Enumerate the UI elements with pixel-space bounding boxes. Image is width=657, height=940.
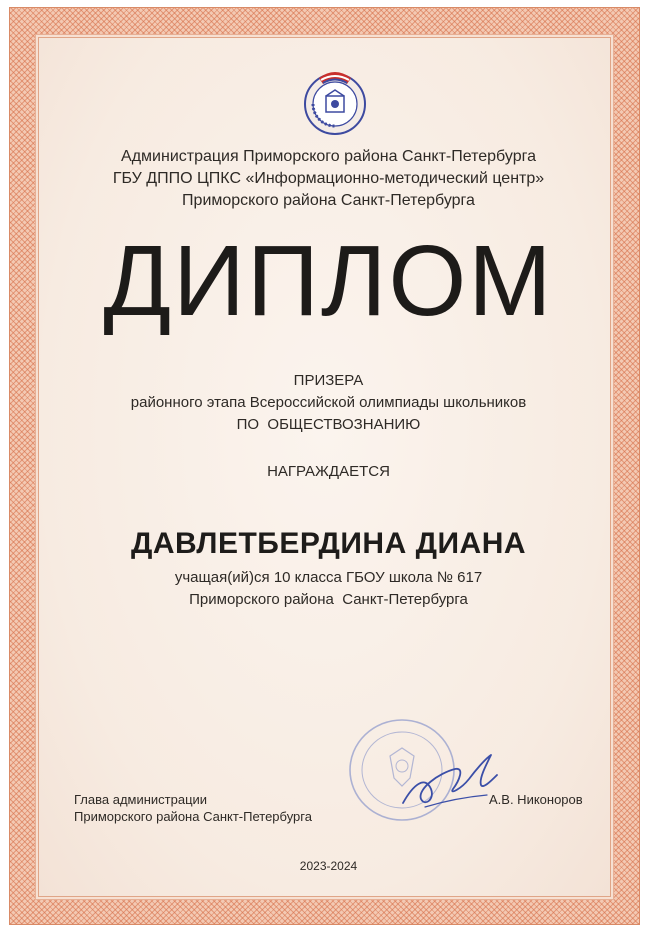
recipient-district: Приморского района Санкт-Петербурга <box>189 591 468 608</box>
olympiad-stage: районного этапа Всероссийской олимпиады школьников <box>130 394 527 411</box>
academic-year: 2023-2024 <box>299 859 358 873</box>
recipient-details <box>0 567 657 611</box>
diploma-title: ДИПЛОМ <box>103 225 554 337</box>
awarded-label: НАГРАЖДАЕТСЯ <box>267 463 390 480</box>
recipient-name: ДАВЛЕТБЕРДИНА ДИАНА <box>130 527 527 560</box>
award-description <box>0 370 657 436</box>
signatory-position-line-2: Приморского района Санкт-Петербурга <box>74 809 312 824</box>
signatory-position <box>74 791 312 825</box>
issuer-line-3: Приморского района Санкт-Петербурга <box>182 192 475 209</box>
signatory-name: А.В. Никоноров <box>489 792 583 807</box>
signatory-position-line-1: Глава администрации <box>74 792 208 807</box>
issuer-line-1: Администрация Приморского района Санкт-Петербурга <box>121 148 536 165</box>
issuer-block <box>0 146 657 212</box>
olympiad-subject: ПО ОБЩЕСТВОЗНАНИЮ <box>236 416 421 433</box>
olympiad-emblem-icon <box>297 62 373 138</box>
award-level: ПРИЗЕРА <box>293 372 364 389</box>
recipient-school: учащая(ий)ся 10 класса ГБОУ школа № 617 <box>174 569 483 586</box>
issuer-line-2: ГБУ ДППО ЦПКС «Информационно-методический центр» <box>112 170 545 187</box>
